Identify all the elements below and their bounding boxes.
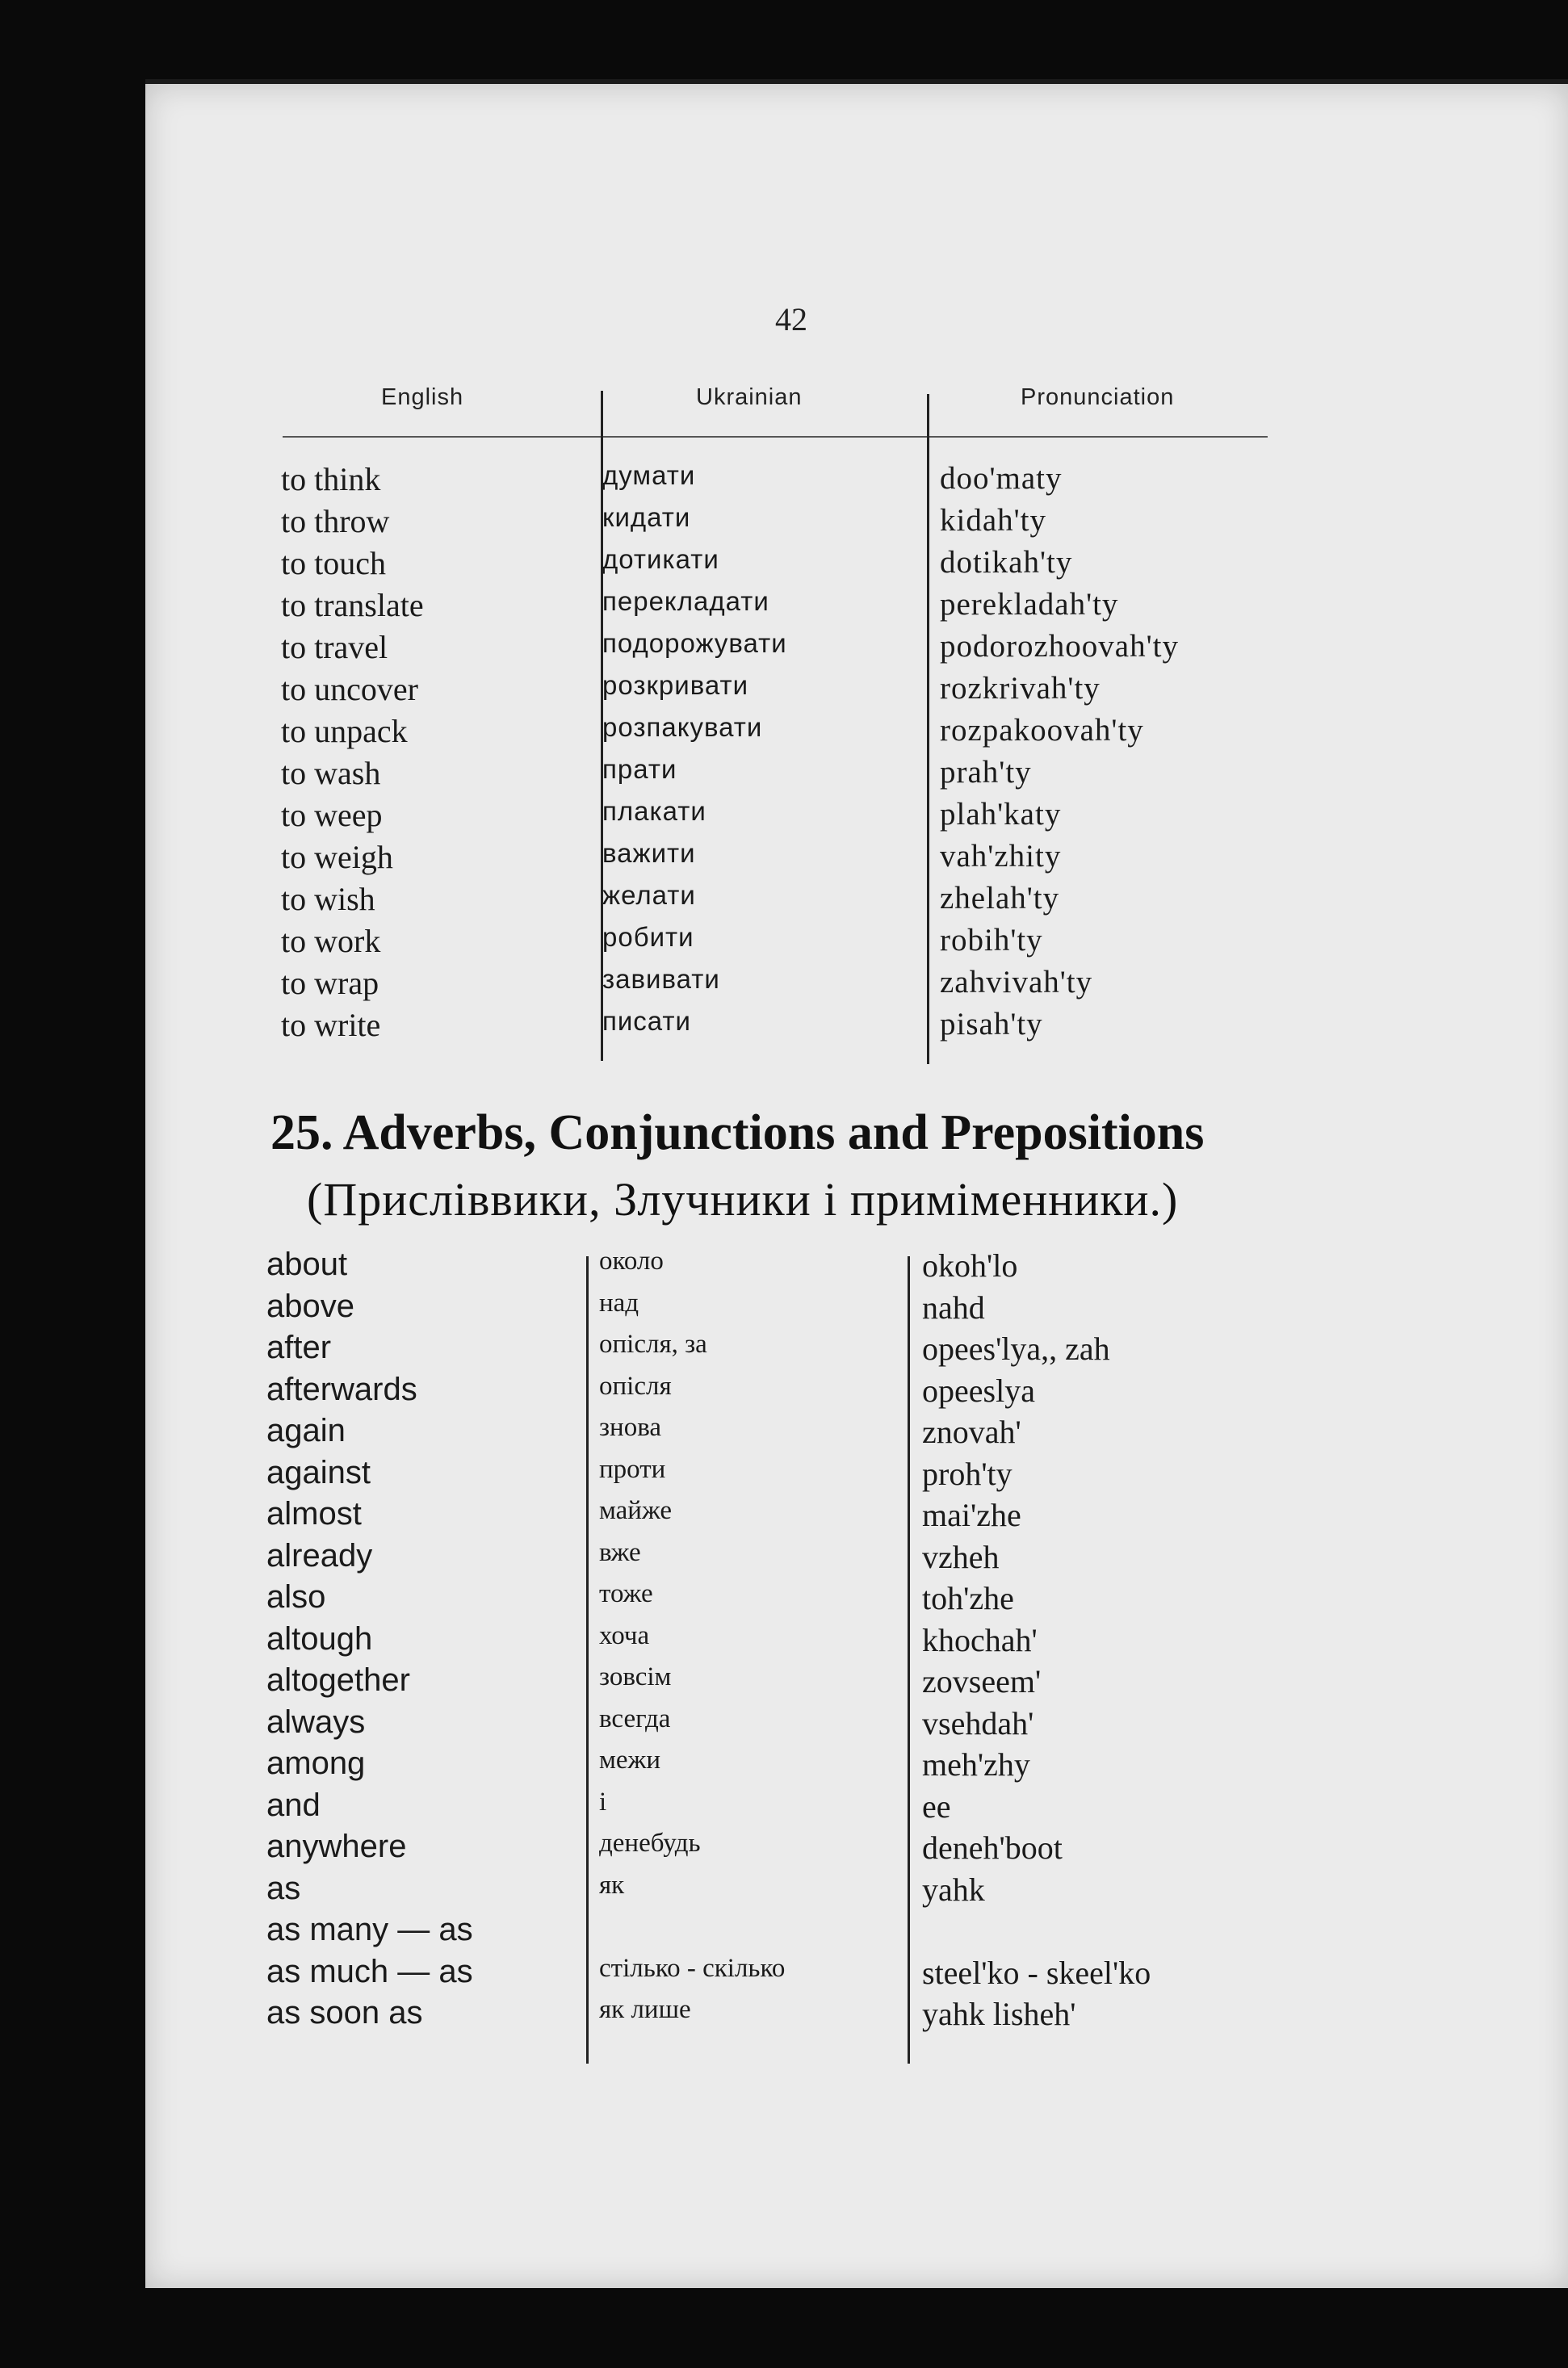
table-cell-english: to think (281, 461, 381, 497)
column-header-english: English (381, 384, 464, 410)
table-cell-english: to unpack (281, 713, 408, 749)
table-cell-english: to weigh (281, 839, 393, 875)
table-cell-ukrainian: і (599, 1787, 607, 1817)
table-cell-pronunciation: perekladah'ty (940, 587, 1119, 622)
table-cell-ukrainian: дотикати (602, 544, 719, 574)
table-cell-pronunciation: steel'ko - skeel'ko (922, 1954, 1151, 1991)
table-cell-ukrainian: стілько - скілько (599, 1953, 786, 1983)
table-cell-english: to work (281, 923, 381, 959)
table-cell-ukrainian: як лише (599, 1995, 691, 2024)
table-cell-english: to uncover (281, 671, 418, 707)
table-cell-english: and (266, 1787, 321, 1823)
table-cell-english: to wish (281, 881, 375, 917)
table-cell-pronunciation: zahvivah'ty (940, 965, 1093, 1000)
table-cell-ukrainian: розпакувати (602, 712, 763, 742)
table-cell-ukrainian: думати (602, 460, 696, 490)
section-subtitle: (Присліввики, Злучники і приміменники.) (307, 1173, 1179, 1226)
table-cell-pronunciation: proh'ty (922, 1455, 1012, 1492)
table-cell-pronunciation: zovseem' (922, 1663, 1042, 1700)
table-cell-english: almost (266, 1496, 362, 1532)
table-cell-english: to touch (281, 545, 386, 581)
table-cell-english: as soon as (266, 1995, 423, 2031)
table-cell-pronunciation: podorozhoovah'ty (940, 629, 1179, 664)
table-cell-pronunciation: toh'zhe (922, 1580, 1014, 1616)
table-cell-pronunciation: meh'zhy (922, 1746, 1030, 1783)
table-cell-pronunciation: dotikah'ty (940, 545, 1073, 580)
table-cell-pronunciation: vsehdah' (922, 1704, 1034, 1741)
column-header-ukrainian: Ukrainian (696, 384, 803, 410)
table-cell-ukrainian: подорожувати (602, 628, 787, 658)
table-cell-ukrainian: опісля, за (599, 1330, 707, 1359)
table-cell-ukrainian: розкривати (602, 670, 749, 700)
table-cell-english: afterwards (266, 1371, 417, 1407)
table-cell-english: altogether (266, 1662, 410, 1698)
table-cell-pronunciation: opeeslya (922, 1372, 1035, 1409)
table-cell-pronunciation: ee (922, 1788, 951, 1825)
table-cell-ukrainian: кидати (602, 502, 691, 532)
table-cell-ukrainian: майже (599, 1496, 672, 1525)
table-cell-pronunciation: zhelah'ty (940, 881, 1060, 916)
table-cell-ukrainian: робити (602, 922, 694, 952)
table-cell-ukrainian: зовсім (599, 1662, 672, 1691)
table-cell-ukrainian: вже (599, 1537, 641, 1567)
table-cell-pronunciation: pisah'ty (940, 1007, 1043, 1042)
table-cell-ukrainian: опісля (599, 1371, 672, 1401)
table-cell-english: to wash (281, 755, 381, 791)
table-cell-english: to throw (281, 503, 390, 539)
table-cell-english: to weep (281, 797, 383, 833)
table-cell-ukrainian: завивати (602, 964, 720, 994)
table-cell-english: as much — as (266, 1953, 473, 1989)
section-title: 25. Adverbs, Conjunctions and Prepositions (270, 1105, 1205, 1160)
table-cell-ukrainian: желати (602, 880, 696, 910)
table-cell-pronunciation: yahk (922, 1871, 985, 1908)
table-cell-pronunciation: prah'ty (940, 755, 1032, 790)
column-divider (586, 1256, 589, 2064)
table-cell-english: to travel (281, 629, 388, 665)
table-cell-ukrainian: як (599, 1870, 625, 1900)
table-cell-english: as (266, 1870, 301, 1906)
table-cell-english: against (266, 1454, 371, 1490)
column-divider (927, 394, 929, 1064)
table-cell-ukrainian: писати (602, 1006, 691, 1036)
table-cell-pronunciation: nahd (922, 1289, 985, 1326)
table-cell-english: to translate (281, 587, 424, 623)
table-cell-pronunciation: kidah'ty (940, 503, 1047, 538)
table-cell-ukrainian: межи (599, 1746, 660, 1775)
table-cell-ukrainian: хоча (599, 1620, 650, 1650)
table-cell-pronunciation: robih'ty (940, 923, 1043, 958)
table-cell-ukrainian: над (599, 1288, 639, 1318)
table-cell-ukrainian: плакати (602, 796, 706, 826)
table-cell-ukrainian: прати (602, 754, 677, 784)
column-header-pronunciation: Pronunciation (1021, 384, 1175, 410)
table-cell-ukrainian: знова (599, 1413, 661, 1442)
table-cell-pronunciation: yahk lisheh' (922, 1996, 1076, 2032)
table-cell-english: altough (266, 1620, 373, 1657)
table-cell-ukrainian: проти (599, 1454, 666, 1484)
table-cell-pronunciation: deneh'boot (922, 1829, 1063, 1866)
table-cell-english: above (266, 1288, 354, 1324)
table-cell-ukrainian: тоже (599, 1579, 653, 1608)
table-cell-pronunciation: okoh'lo (922, 1247, 1018, 1284)
table-cell-pronunciation: rozpakoovah'ty (940, 713, 1144, 748)
table-cell-english: to write (281, 1007, 381, 1043)
table-cell-english: already (266, 1537, 373, 1574)
table-cell-pronunciation: rozkrivah'ty (940, 671, 1101, 706)
table-cell-english: as many — as (266, 1912, 473, 1947)
table-cell-english: to wrap (281, 965, 379, 1001)
table-cell-pronunciation: khochah' (922, 1621, 1038, 1658)
page-number: 42 (775, 301, 807, 337)
table-cell-ukrainian: перекладати (602, 586, 769, 616)
header-rule (283, 436, 1268, 438)
table-cell-ukrainian: важити (602, 838, 696, 868)
table-cell-english: among (266, 1746, 366, 1781)
table-cell-pronunciation: vah'zhity (940, 839, 1062, 874)
table-cell-english: also (266, 1579, 326, 1615)
table-cell-pronunciation: znovah' (922, 1414, 1021, 1450)
table-cell-english: about (266, 1247, 348, 1282)
table-cell-pronunciation: opees'lya,, zah (922, 1331, 1110, 1367)
table-cell-pronunciation: vzheh (922, 1538, 1000, 1575)
table-cell-ukrainian: всегда (599, 1704, 671, 1733)
table-cell-ukrainian: денебудь (599, 1829, 701, 1858)
table-cell-pronunciation: doo'maty (940, 461, 1063, 496)
column-divider (908, 1256, 910, 2064)
table-cell-ukrainian: около (599, 1247, 664, 1276)
table-cell-english: always (266, 1704, 366, 1740)
table-cell-english: anywhere (266, 1829, 407, 1864)
table-cell-english: again (266, 1413, 346, 1448)
table-cell-pronunciation: plah'katy (940, 797, 1062, 832)
table-cell-pronunciation: mai'zhe (922, 1497, 1021, 1533)
table-cell-english: after (266, 1330, 332, 1365)
